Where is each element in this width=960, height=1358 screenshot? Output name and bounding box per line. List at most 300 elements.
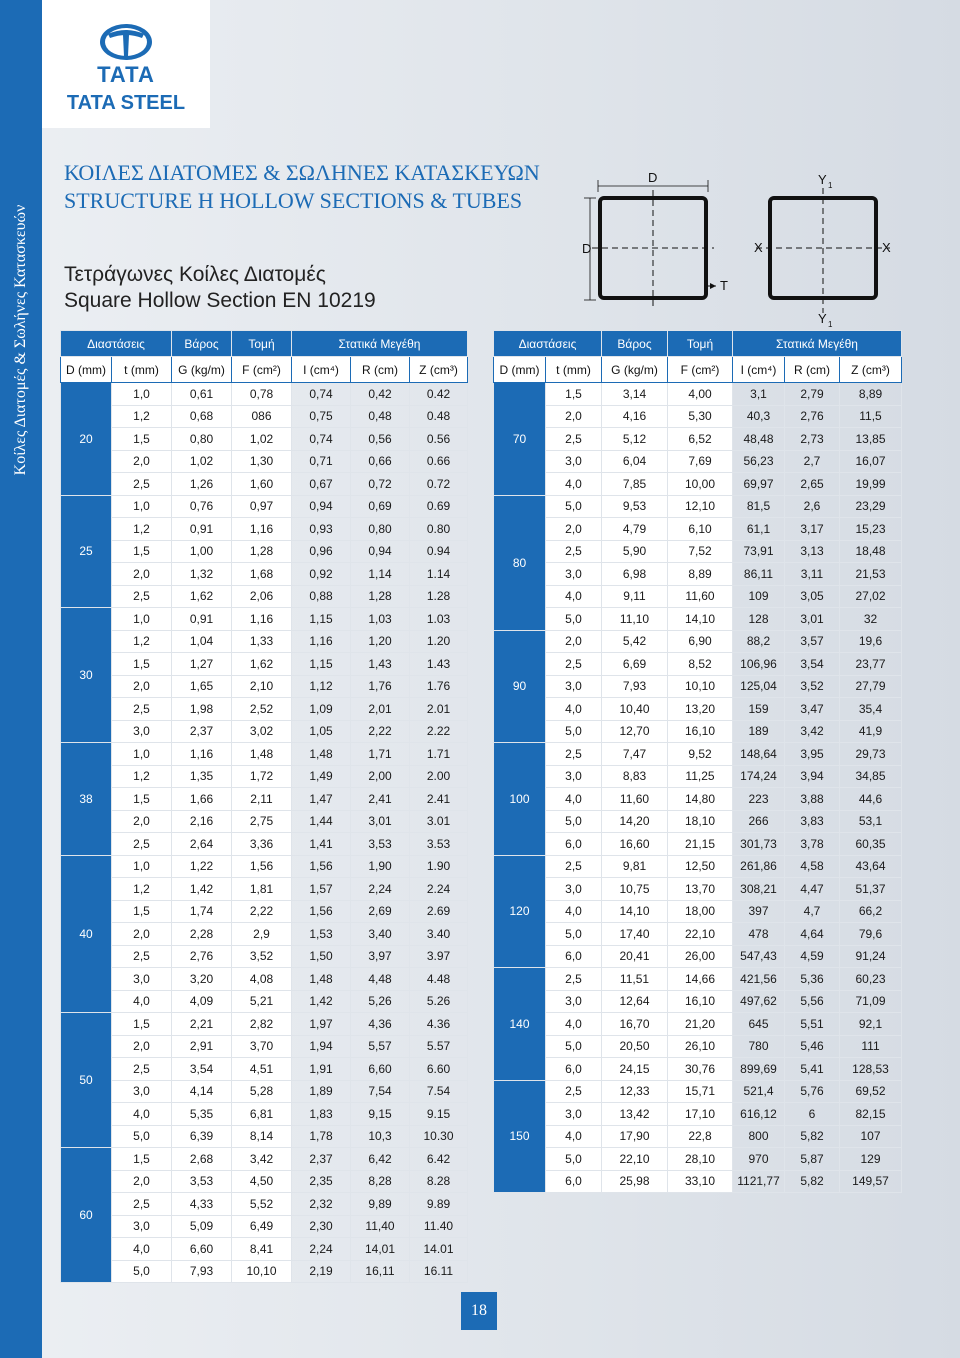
table-cell: 10,3 [351, 1125, 410, 1148]
table-cell: 4,7 [785, 900, 840, 923]
table-cell: 1,98 [172, 698, 232, 721]
table-cell: 22,8 [668, 1125, 733, 1148]
table-cell: 1,78 [292, 1125, 351, 1148]
table-cell: 4,0 [546, 900, 602, 923]
table-cell: 0,66 [351, 450, 410, 473]
table-cell: 16,70 [602, 1013, 668, 1036]
table-cell: 6,0 [546, 945, 602, 968]
table-cell: 2,0 [112, 450, 172, 473]
table-row [61, 473, 468, 496]
table-cell: 1,44 [292, 810, 351, 833]
table-row [494, 473, 902, 496]
table-cell: 397 [733, 900, 785, 923]
table-cell: 1,81 [232, 878, 292, 901]
table-cell: 1,02 [172, 450, 232, 473]
table-cell: 2,5 [112, 1193, 172, 1216]
table-cell: 616,12 [733, 1103, 785, 1126]
table-row [61, 1148, 468, 1171]
table-row [494, 833, 902, 856]
table-cell: 3,0 [546, 450, 602, 473]
table-cell: 5,76 [785, 1080, 840, 1103]
table-cell: 2,76 [785, 405, 840, 428]
table-row [61, 1035, 468, 1058]
table-cell: 1,2 [112, 878, 172, 901]
label-y-bottom: Y [818, 311, 827, 326]
table-cell: 12,64 [602, 990, 668, 1013]
table-row [61, 788, 468, 811]
table-cell: 19,99 [840, 473, 902, 496]
table-cell: 22,10 [668, 923, 733, 946]
table-cell: 6,42 [351, 1148, 410, 1171]
table-cell: 3,1 [733, 383, 785, 406]
table-cell: 20,41 [602, 945, 668, 968]
table-cell: 1,14 [351, 563, 410, 586]
table-cell: 6,90 [668, 630, 733, 653]
table-cell: 0,68 [172, 405, 232, 428]
table-cell: 66,2 [840, 900, 902, 923]
table-cell: 5,87 [785, 1148, 840, 1171]
table-cell: 1,00 [172, 540, 232, 563]
table-cell: 5,36 [785, 968, 840, 991]
table-cell: 14,10 [602, 900, 668, 923]
table-cell: 4,0 [546, 1013, 602, 1036]
table-cell: 1,90 [351, 855, 410, 878]
tata-emblem-icon [98, 22, 154, 62]
table-cell: 3,01 [351, 810, 410, 833]
table-cell: 1,2 [112, 765, 172, 788]
table-cell: 6,98 [602, 563, 668, 586]
label-y-top-sub: 1 [828, 181, 833, 190]
column-header-d: D (mm) [61, 357, 112, 383]
table-row [61, 1080, 468, 1103]
table-cell: 0,74 [292, 383, 351, 406]
table-cell: 16,11 [351, 1260, 410, 1283]
table-cell: 10,75 [602, 878, 668, 901]
table-cell: 6,0 [546, 833, 602, 856]
cell-d: 50 [61, 1013, 112, 1148]
column-header-f: F (cm²) [232, 357, 292, 383]
table-cell: 1,5 [112, 900, 172, 923]
cell-d: 120 [494, 855, 546, 968]
table-cell: 3,02 [232, 720, 292, 743]
table-cell: 60,35 [840, 833, 902, 856]
table-cell: 4,0 [546, 473, 602, 496]
table-cell: 1,09 [292, 698, 351, 721]
table-cell: 1.28 [410, 585, 468, 608]
group-header-static: Στατικά Μεγέθη [292, 331, 468, 357]
table-cell: 23,29 [840, 495, 902, 518]
table-cell: 18,10 [668, 810, 733, 833]
table-cell: 1,53 [292, 923, 351, 946]
table-cell: 2,37 [172, 720, 232, 743]
table-row [61, 878, 468, 901]
table-row [61, 653, 468, 676]
table-cell: 3,14 [602, 383, 668, 406]
table-row [494, 1035, 902, 1058]
table-cell: 3,0 [112, 968, 172, 991]
table-row [61, 518, 468, 541]
table-cell: 2,91 [172, 1035, 232, 1058]
table-row [61, 765, 468, 788]
table-cell: 15,71 [668, 1080, 733, 1103]
table-cell: 1.90 [410, 855, 468, 878]
table-cell: 24,15 [602, 1058, 668, 1081]
table-cell: 0,78 [232, 383, 292, 406]
table-cell: 1,16 [232, 518, 292, 541]
table-cell: 91,24 [840, 945, 902, 968]
table-cell: 10.30 [410, 1125, 468, 1148]
table-cell: 4,14 [172, 1080, 232, 1103]
table-cell: 2,0 [112, 1035, 172, 1058]
table-cell: 0,71 [292, 450, 351, 473]
table-row [61, 608, 468, 631]
table-cell: 4,0 [546, 788, 602, 811]
table-cell: 9,53 [602, 495, 668, 518]
table-cell: 1,16 [172, 743, 232, 766]
table-cell: 1,02 [232, 428, 292, 451]
table-cell: 3,01 [785, 608, 840, 631]
table-cell: 29,73 [840, 743, 902, 766]
cell-d: 70 [494, 383, 546, 496]
table-cell: 1,91 [292, 1058, 351, 1081]
table-row [61, 495, 468, 518]
table-cell: 2,69 [351, 900, 410, 923]
table-cell: 1,04 [172, 630, 232, 653]
table-cell: 174,24 [733, 765, 785, 788]
table-cell: 0.94 [410, 540, 468, 563]
group-header-section: Τομή [668, 331, 733, 357]
table-cell: 4,47 [785, 878, 840, 901]
group-header-dimensions: Διαστάσεις [61, 331, 172, 357]
table-cell: 1,5 [112, 653, 172, 676]
table-cell: 12,70 [602, 720, 668, 743]
table-cell: 1,83 [292, 1103, 351, 1126]
table-cell: 6,39 [172, 1125, 232, 1148]
table-row [61, 720, 468, 743]
table-cell: 2,6 [785, 495, 840, 518]
table-cell: 92,1 [840, 1013, 902, 1036]
table-cell: 5,0 [546, 720, 602, 743]
table-cell: 521,4 [733, 1080, 785, 1103]
table-cell: 1.14 [410, 563, 468, 586]
table-cell: 1,0 [112, 383, 172, 406]
table-cell: 11,60 [668, 585, 733, 608]
table-cell: 780 [733, 1035, 785, 1058]
table-cell: 2.22 [410, 720, 468, 743]
table-cell: 21,20 [668, 1013, 733, 1036]
table-cell: 13,70 [668, 878, 733, 901]
table-cell: 4,33 [172, 1193, 232, 1216]
brand-full-name: TATA STEEL [66, 92, 186, 114]
table-cell: 6.60 [410, 1058, 468, 1081]
table-cell: 111 [840, 1035, 902, 1058]
table-cell: 3,42 [232, 1148, 292, 1171]
table-cell: 1,12 [292, 675, 351, 698]
table-cell: 5,57 [351, 1035, 410, 1058]
table-cell: 73,91 [733, 540, 785, 563]
table-cell: 7.54 [410, 1080, 468, 1103]
table-cell: 16,07 [840, 450, 902, 473]
table-cell: 2,24 [351, 878, 410, 901]
table-cell: 2,0 [112, 923, 172, 946]
table-row [61, 1260, 468, 1283]
group-header-weight: Βάρος [172, 331, 232, 357]
table-cell: 266 [733, 810, 785, 833]
table-cell: 4,79 [602, 518, 668, 541]
table-cell: 2,5 [546, 428, 602, 451]
table-cell: 81,5 [733, 495, 785, 518]
table-cell: 1,5 [112, 788, 172, 811]
table-cell: 88,2 [733, 630, 785, 653]
table-cell: 0,67 [292, 473, 351, 496]
table-cell: 5,12 [602, 428, 668, 451]
table-cell: 0,76 [172, 495, 232, 518]
table-cell: 497,62 [733, 990, 785, 1013]
table-row [494, 1125, 902, 1148]
table-row [61, 833, 468, 856]
table-row [61, 563, 468, 586]
table-cell: 970 [733, 1148, 785, 1171]
table-row [61, 923, 468, 946]
table-cell: 2,5 [546, 653, 602, 676]
table-cell: 8,89 [668, 563, 733, 586]
table-cell: 478 [733, 923, 785, 946]
cell-d: 90 [494, 630, 546, 743]
table-cell: 30,76 [668, 1058, 733, 1081]
table-cell: 19,6 [840, 630, 902, 653]
table-cell: 6.42 [410, 1148, 468, 1171]
table-cell: 0.42 [410, 383, 468, 406]
table-cell: 86,11 [733, 563, 785, 586]
table-cell: 149,57 [840, 1170, 902, 1193]
table-cell: 3,78 [785, 833, 840, 856]
table-cell: 1121,77 [733, 1170, 785, 1193]
table-cell: 25,98 [602, 1170, 668, 1193]
table-cell: 8,14 [232, 1125, 292, 1148]
table-cell: 7,93 [602, 675, 668, 698]
table-cell: 2,01 [351, 698, 410, 721]
table-cell: 35,4 [840, 698, 902, 721]
table-cell: 4,51 [232, 1058, 292, 1081]
column-header-g: G (kg/m) [602, 357, 668, 383]
table-cell: 2,64 [172, 833, 232, 856]
table-row [61, 675, 468, 698]
table-cell: 2,37 [292, 1148, 351, 1171]
table-cell: 3,42 [785, 720, 840, 743]
table-cell: 128 [733, 608, 785, 631]
table-row [494, 540, 902, 563]
table-cell: 0,91 [172, 518, 232, 541]
table-cell: 1,30 [232, 450, 292, 473]
table-row [61, 743, 468, 766]
table-row [494, 450, 902, 473]
table-cell: 1,0 [112, 495, 172, 518]
table-cell: 2,16 [172, 810, 232, 833]
table-cell: 6,60 [172, 1238, 232, 1261]
table-cell: 26,00 [668, 945, 733, 968]
table-cell: 9,52 [668, 743, 733, 766]
table-cell: 2,5 [112, 945, 172, 968]
table-cell: 2,75 [232, 810, 292, 833]
table-cell: 1,2 [112, 630, 172, 653]
table-cell: 6,10 [668, 518, 733, 541]
table-cell: 0,94 [292, 495, 351, 518]
table-cell: 1,0 [112, 743, 172, 766]
label-t: T [720, 278, 728, 293]
table-cell: 2,76 [172, 945, 232, 968]
table-cell: 1,32 [172, 563, 232, 586]
table-cell: 4,0 [546, 698, 602, 721]
table-cell: 11,60 [602, 788, 668, 811]
table-row [61, 810, 468, 833]
table-cell: 2,5 [112, 473, 172, 496]
table-cell: 4.36 [410, 1013, 468, 1036]
table-cell: 2,19 [292, 1260, 351, 1283]
table-cell: 11,25 [668, 765, 733, 788]
table-cell: 5,09 [172, 1215, 232, 1238]
table-cell: 71,09 [840, 990, 902, 1013]
table-cell: 3,52 [785, 675, 840, 698]
table-row [61, 1238, 468, 1261]
table-cell: 2,41 [351, 788, 410, 811]
table-cell: 3,0 [112, 1080, 172, 1103]
table-cell: 107 [840, 1125, 902, 1148]
table-cell: 4,09 [172, 990, 232, 1013]
table-cell: 4,50 [232, 1170, 292, 1193]
table-cell: 2.00 [410, 765, 468, 788]
table-cell: 0,94 [351, 540, 410, 563]
table-cell: 2,68 [172, 1148, 232, 1171]
table-row [61, 585, 468, 608]
table-cell: 4,64 [785, 923, 840, 946]
table-cell: 2,5 [112, 698, 172, 721]
table-cell: 2,0 [546, 405, 602, 428]
table-cell: 23,77 [840, 653, 902, 676]
table-row [494, 878, 902, 901]
column-header-d: D (mm) [494, 357, 546, 383]
table-cell: 3.01 [410, 810, 468, 833]
table-cell: 3,97 [351, 945, 410, 968]
table-cell: 1,27 [172, 653, 232, 676]
table-cell: 4,0 [546, 585, 602, 608]
table-cell: 0.72 [410, 473, 468, 496]
table-cell: 0,42 [351, 383, 410, 406]
table-cell: 2,06 [232, 585, 292, 608]
table-cell: 7,52 [668, 540, 733, 563]
table-row [494, 698, 902, 721]
table-cell: 3,53 [172, 1170, 232, 1193]
table-cell: 26,10 [668, 1035, 733, 1058]
table-cell: 1,48 [292, 968, 351, 991]
table-cell: 3,13 [785, 540, 840, 563]
column-header-z: Z (cm³) [840, 357, 902, 383]
table-row [494, 428, 902, 451]
table-cell: 3,0 [112, 720, 172, 743]
table-cell: 0.48 [410, 405, 468, 428]
table-row [494, 1058, 902, 1081]
table-cell: 11,5 [840, 405, 902, 428]
column-header-t: t (mm) [546, 357, 602, 383]
table-cell: 1,66 [172, 788, 232, 811]
table-cell: 3,05 [785, 585, 840, 608]
page-number: 18 [461, 1292, 497, 1330]
table-cell: 27,79 [840, 675, 902, 698]
table-cell: 10,10 [232, 1260, 292, 1283]
table-cell: 2,82 [232, 1013, 292, 1036]
table-cell: 3,40 [351, 923, 410, 946]
table-cell: 40,3 [733, 405, 785, 428]
label-d-left: D [582, 241, 592, 256]
table-cell: 4,0 [112, 990, 172, 1013]
table-cell: 4,00 [668, 383, 733, 406]
table-cell: 4,16 [602, 405, 668, 428]
table-cell: 1,2 [112, 405, 172, 428]
table-cell: 2,0 [112, 810, 172, 833]
table-row [61, 428, 468, 451]
label-x-left: X [754, 240, 763, 255]
table-row [494, 495, 902, 518]
table-cell: 5,42 [602, 630, 668, 653]
table-cell: 2,52 [232, 698, 292, 721]
table-cell: 5.26 [410, 990, 468, 1013]
table-cell: 0,74 [292, 428, 351, 451]
table-cell: 17,40 [602, 923, 668, 946]
table-cell: 1,68 [232, 563, 292, 586]
table-cell: 69,52 [840, 1080, 902, 1103]
cell-d: 80 [494, 495, 546, 630]
table-cell: 1,71 [351, 743, 410, 766]
table-cell: 1.71 [410, 743, 468, 766]
table-row [61, 945, 468, 968]
table-row [61, 1215, 468, 1238]
table-cell: 14,66 [668, 968, 733, 991]
table-cell: 6,81 [232, 1103, 292, 1126]
table-cell: 5,0 [546, 608, 602, 631]
table-cell: 18,00 [668, 900, 733, 923]
table-cell: 2,00 [351, 765, 410, 788]
table-cell: 4,08 [232, 968, 292, 991]
table-cell: 9,11 [602, 585, 668, 608]
cell-d: 30 [61, 608, 112, 743]
table-cell: 10,40 [602, 698, 668, 721]
table-cell: 2,35 [292, 1170, 351, 1193]
table-cell: 0,93 [292, 518, 351, 541]
table-cell: 125,04 [733, 675, 785, 698]
table-cell: 0.69 [410, 495, 468, 518]
table-cell: 1,62 [232, 653, 292, 676]
table-cell: 2.24 [410, 878, 468, 901]
table-cell: 2.41 [410, 788, 468, 811]
table-cell: 0,75 [292, 405, 351, 428]
table-row [494, 720, 902, 743]
table-cell: 223 [733, 788, 785, 811]
table-row [494, 563, 902, 586]
table-cell: 3,47 [785, 698, 840, 721]
table-row [494, 383, 902, 406]
table-cell: 2,22 [232, 900, 292, 923]
table-cell: 11,51 [602, 968, 668, 991]
table-cell: 5,90 [602, 540, 668, 563]
section-diagram [578, 168, 908, 328]
table-cell: 16,10 [668, 720, 733, 743]
table-row [494, 1013, 902, 1036]
table-cell: 2,0 [112, 675, 172, 698]
table-cell: 14,80 [668, 788, 733, 811]
table-row [494, 1170, 902, 1193]
table-row [61, 900, 468, 923]
table-cell: 6,52 [668, 428, 733, 451]
table-cell: 6,0 [546, 1058, 602, 1081]
